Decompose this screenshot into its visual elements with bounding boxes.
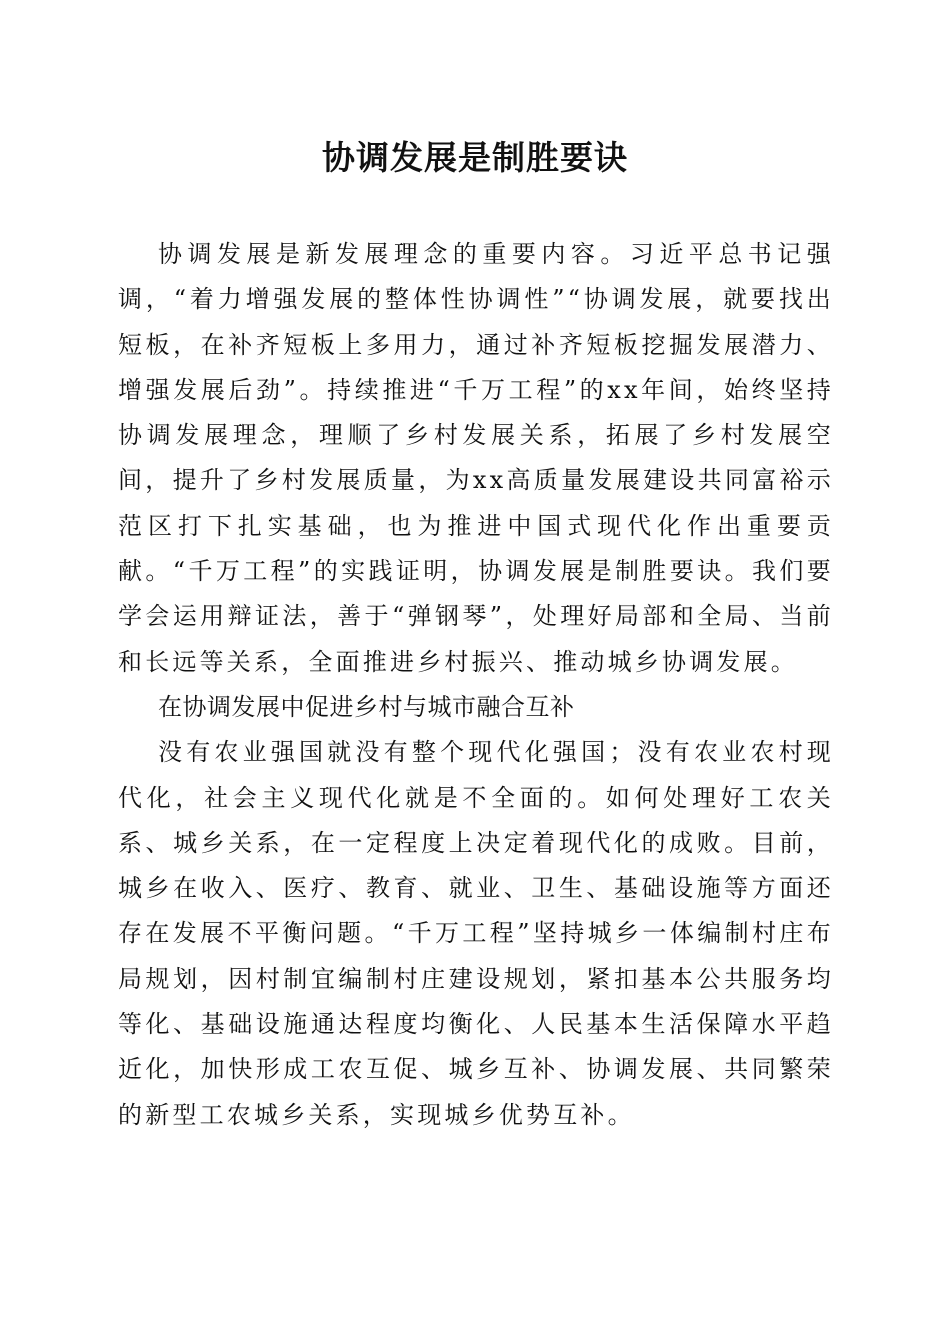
document-title: 协调发展是制胜要诀 <box>322 138 628 177</box>
section-subheading: 在协调发展中促进乡村与城市融合互补 <box>158 692 575 721</box>
body-paragraph-1: 协调发展是新发展理念的重要内容。习近平总书记强调，“着力增强发展的整体性协调性”“协调发展，就要找出短板，在补齐短板上多用力，通过补齐短板挖掘发展潜力、增强发展后劲”。持续推进“千万工程”的xx年间，始终坚持协调发展理念，理顺了乡村发展关系，拓展了乡村发展空间，提升了乡村发展质量，为xx高质量发展建设共同富裕示范区打下扎实基础，也为推进中国式现代化作出重要贡献。“千万工程”的实践证明，协调发展是制胜要诀。我们要学会运用辩证法，善于“弹钢琴”，处理好局部和全局、当前和长远等关系，全面推进乡村振兴、推动城乡协调发展。 <box>118 240 834 676</box>
body-paragraph-2: 没有农业强国就没有整个现代化强国；没有农业农村现代化，社会主义现代化就是不全面的。如何处理好工农关系、城乡关系，在一定程度上决定着现代化的成败。目前，城乡在收入、医疗、教育、就业、卫生、基础设施等方面还存在发展不平衡问题。“千万工程”坚持城乡一体编制村庄布局规划，因村制宜编制村庄建设规划，紧扣基本公共服务均等化、基础设施通达程度均衡化、人民基本生活保障水平趋近化，加快形成工农互促、城乡互补、协调发展、共同繁荣的新型工农城乡关系，实现城乡优势互补。 <box>118 738 834 1129</box>
document-body <box>118 232 834 1138</box>
